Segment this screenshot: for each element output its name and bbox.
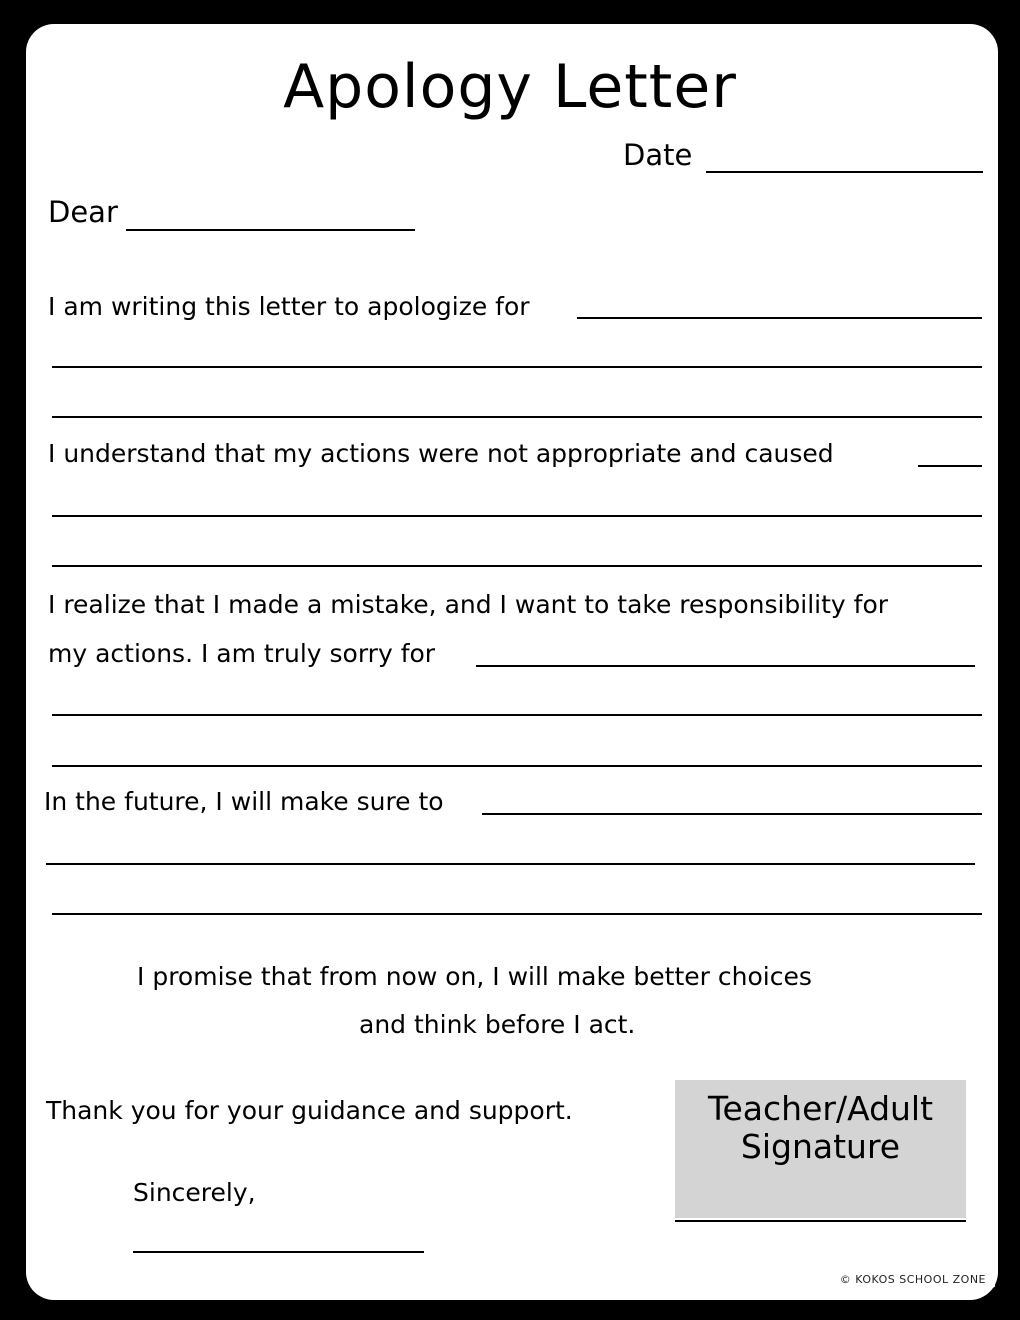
future-line-3[interactable]: [52, 913, 982, 915]
teacher-signature-label-line2: Signature: [740, 1127, 901, 1166]
apologize-line-3[interactable]: [52, 416, 982, 418]
sorry-field-line[interactable]: [476, 665, 975, 667]
teacher-signature-box: [675, 1080, 966, 1218]
understand-field-line[interactable]: [918, 465, 982, 467]
thanks-text: Thank you for your guidance and support.: [46, 1096, 573, 1125]
sorry-line-2[interactable]: [52, 714, 982, 716]
understand-line-2[interactable]: [52, 515, 982, 517]
future-line-2[interactable]: [46, 863, 975, 865]
promise-line2: and think before I act.: [359, 1010, 636, 1039]
dear-field-line[interactable]: [126, 229, 415, 231]
copyright-text: © KOKOS SCHOOL ZONE: [839, 1273, 986, 1286]
teacher-signature-line[interactable]: [675, 1220, 966, 1222]
understand-line-3[interactable]: [52, 565, 982, 567]
date-field-line[interactable]: [706, 171, 983, 173]
student-signature-line[interactable]: [133, 1251, 424, 1253]
sorry-line-3[interactable]: [52, 765, 982, 767]
apologize-line-2[interactable]: [52, 366, 982, 368]
dear-label: Dear: [48, 195, 118, 229]
future-field-line[interactable]: [482, 813, 982, 815]
page-title: Apology Letter: [283, 52, 737, 122]
realize-prompt-line1: I realize that I made a mistake, and I want to take responsibility for: [48, 590, 889, 619]
apologize-prompt: I am writing this letter to apologize for: [48, 292, 530, 321]
apologize-field-line[interactable]: [577, 317, 982, 319]
future-prompt: In the future, I will make sure to: [44, 787, 444, 816]
teacher-signature-label: [675, 1090, 966, 1166]
teacher-signature-label-line1: Teacher/Adult: [707, 1089, 934, 1128]
promise-line1: I promise that from now on, I will make better choices: [137, 962, 812, 991]
sincerely-text: Sincerely,: [133, 1178, 256, 1207]
realize-prompt-line2: my actions. I am truly sorry for: [48, 639, 436, 668]
understand-prompt: I understand that my actions were not appropriate and caused: [48, 439, 834, 468]
date-label: Date: [623, 138, 693, 172]
